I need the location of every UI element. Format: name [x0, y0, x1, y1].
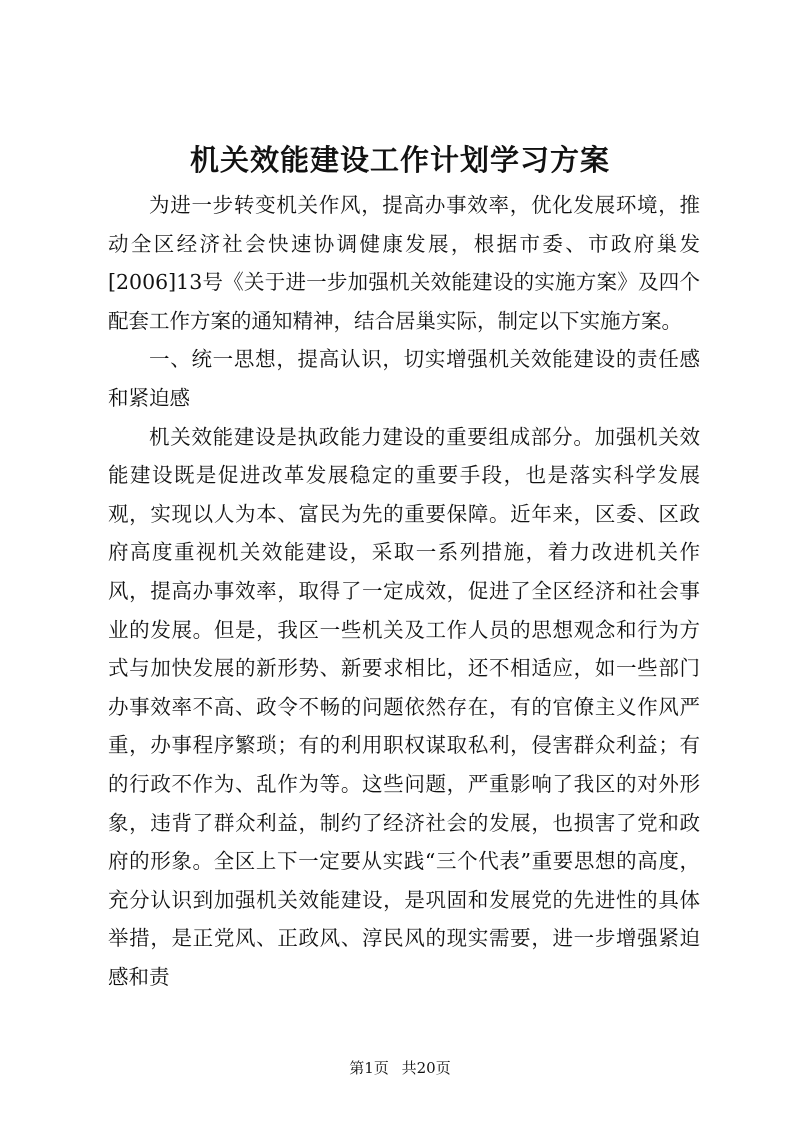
- intro-paragraph: 为进一步转变机关作风，提高办事效率，优化发展环境，推动全区经济社会快速协调健康发展，根据市委、市政府巢发[2006]13号《关于进一步加强机关效能建设的实施方案》及四个配套工作方案的通知精神，结合居巢实际，制定以下实施方案。: [108, 193, 700, 333]
- total-pages: 共20页: [401, 1059, 451, 1077]
- body-paragraph: 机关效能建设是执政能力建设的重要组成部分。加强机关效能建设既是促进改革发展稳定的重要手段，也是落实科学发展观，实现以人为本、富民为先的重要保障。近年来，区委、区政府高度重视机关效能建设，采取一系列措施，着力改进机关作风，提高办事效率，取得了一定成效，促进了全区经济和社会事业的发展。但是，我区一些机关及工作人员的思想观念和行为方式与加快发展的新形势、新要求相比，还不相适应，如一些部门办事效率不高、政令不畅的问题依然存在，有的官僚主义作风严重，办事程序繁琐；有的利用职权谋取私利，侵害群众利益；有的行政不作为、乱作为等。这些问题，严重影响了我区的对外形象，违背了群众利益，制约了经济社会的发展，也损害了党和政府的形象。全区上下一定要从实践“三个代表”重要思想的高度，充分认识到加强机关效能建设，是巩固和发展党的先进性的具体举措，是正党风、正政风、淳民风的现实需要，进一步增强紧迫感和责: [108, 424, 700, 989]
- document-body: [108, 186, 700, 996]
- page-footer: [0, 1058, 800, 1078]
- section-heading: 一、统一思想，提高认识，切实增强机关效能建设的责任感和紧迫感: [108, 347, 700, 410]
- page-number: 第1页: [349, 1059, 389, 1077]
- document-title: 机关效能建设工作计划学习方案: [189, 143, 610, 177]
